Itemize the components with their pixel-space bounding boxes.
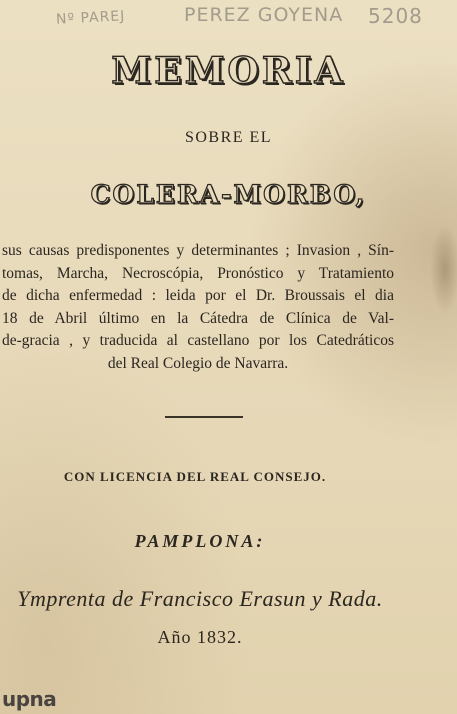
paper-stain [430,225,457,315]
divider-rule [165,416,243,418]
licence-line: CON LICENCIA DEL REAL CONSEJO. [63,469,327,484]
handwritten-note-left: Nº PAREJ [55,8,126,28]
description-line-3: de dicha enfermedad : leida por el Dr. Broussais el dia [2,287,394,304]
description-line-1: sus causas predisponentes y determinantes ; Invasion , Sín- [2,242,394,259]
description-line-5: de-gracia , y traducida al castellano por los Catedráticos [2,332,394,349]
title-memoria: MEMORIA [111,50,346,92]
title-colera-morbo: COLERA-MORBO, [90,180,367,209]
subtitle-sobre-el: SOBRE EL [184,129,273,146]
city-name: PAMPLONA: [134,531,266,551]
publication-year: Año 1832. [157,627,243,647]
handwritten-note-author: PEREZ GOYENA [184,4,344,26]
description-line-2: tomas, Marcha, Necroscópia, Pronóstico y Tratamiento [2,264,394,282]
printer-line: Ymprenta de Francisco Erasun y Rada. [17,586,383,611]
description-paragraph [2,240,394,375]
upna-logo: upna [2,687,57,711]
handwritten-note-number: 5208 [368,4,423,28]
description-line-4: 18 de Abril último en la Cátedra de Clínica de Val- [2,309,394,327]
description-line-6: del Real Colegio de Navarra. [107,354,289,372]
